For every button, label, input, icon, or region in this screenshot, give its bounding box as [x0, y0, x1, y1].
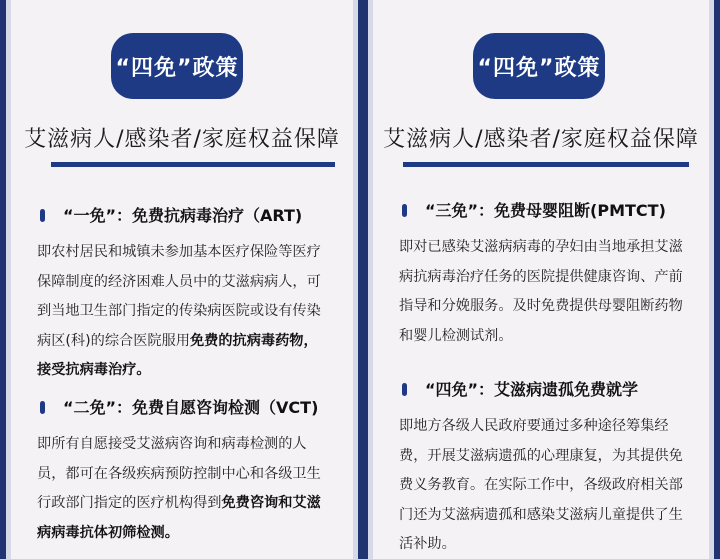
section-free-schooling [373, 378, 709, 559]
body-text: 即所有自愿接受艾滋病咨询和病毒检测的人员，都可在各级疾病预防控制中心和各级卫生行政部门指定的医疗机构得到 [37, 436, 321, 511]
policy-tag: “四免”政策 [111, 33, 243, 99]
bullet-icon [40, 209, 45, 222]
right-panel [368, 0, 714, 559]
section-body [399, 412, 687, 559]
section-heading [373, 199, 709, 223]
section-heading [11, 396, 353, 420]
section-heading-text: “四免”：艾滋病遗孤免费就学 [425, 380, 639, 399]
title-divider [403, 162, 689, 167]
body-emphasis: 免费的抗病毒药物，接受抗病毒治疗。 [37, 332, 318, 378]
section-body [399, 233, 687, 351]
title-divider [51, 162, 335, 167]
section-heading-text: “一免”：免费抗病毒治疗（ART) [63, 206, 303, 225]
page-subtitle: 艾滋病人/感染者/家庭权益保障 [383, 127, 699, 152]
body-text: 即地方各级人民政府要通过多种途径筹集经费，开展艾滋病遗孤的心理康复，为其提供免费义务教育。在实际工作中，各级政府相关部门还为艾滋病遗孤和感染艾滋病儿童提供了生活补助。 [399, 418, 683, 552]
bullet-icon [402, 383, 407, 396]
policy-tag: “四免”政策 [473, 33, 605, 99]
page-subtitle: 艾滋病人/感染者/家庭权益保障 [24, 127, 340, 152]
bullet-icon [40, 401, 45, 414]
section-free-vct [11, 396, 353, 548]
section-body [37, 430, 331, 548]
left-panel [6, 0, 358, 559]
body-text: 即对已感染艾滋病病毒的孕妇由当地承担艾滋病抗病毒治疗任务的医院提供健康咨询、产前指导和分娩服务。及时免费提供母婴阻断药物和婴儿检测试剂。 [399, 239, 683, 344]
section-free-pmtct [373, 199, 709, 351]
section-heading [11, 204, 353, 228]
body-emphasis: 免费咨询和艾滋病病毒抗体初筛检测。 [37, 495, 321, 541]
section-heading [373, 378, 709, 402]
body-text: 即农村居民和城镇未参加基本医疗保险等医疗保障制度的经济困难人员中的艾滋病病人，可到当地卫生部门指定的传染病医院或设有传染病区(科)的综合医院服用 [37, 244, 321, 349]
section-heading-text: “二免”：免费自愿咨询检测（VCT) [63, 398, 319, 417]
section-body [37, 238, 331, 386]
section-free-art [11, 204, 353, 386]
bullet-icon [402, 204, 407, 217]
section-heading-text: “三免”：免费母婴阻断(PMTCT) [425, 201, 666, 220]
